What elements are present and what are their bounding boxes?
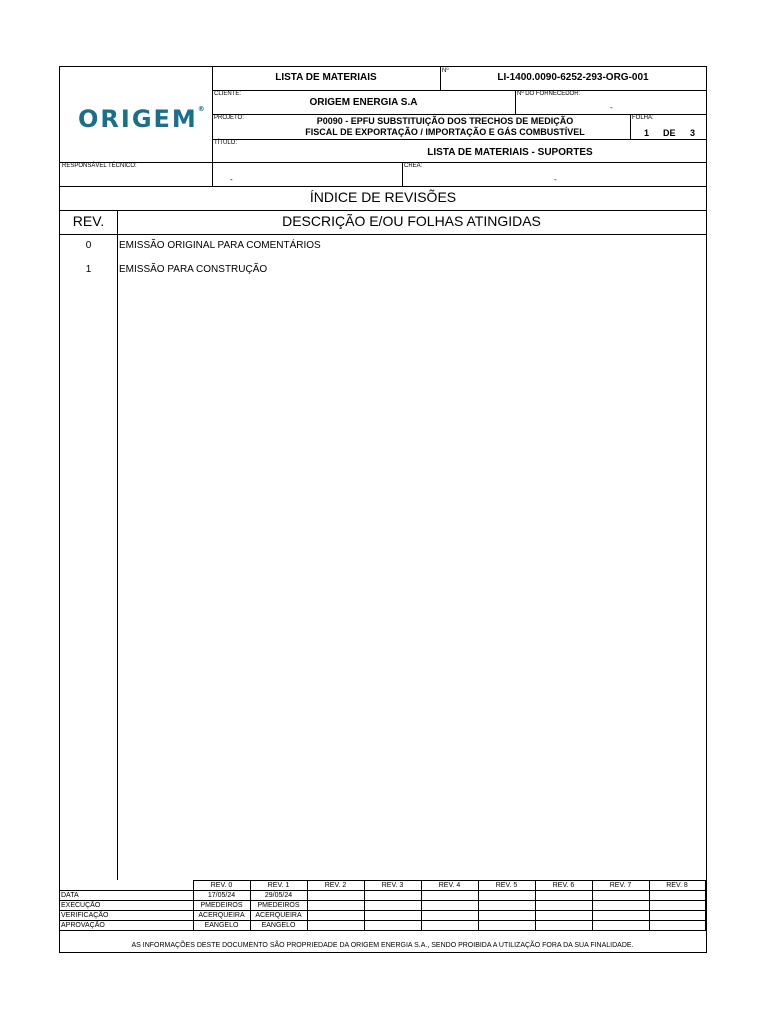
signature-cell — [649, 901, 705, 911]
signature-cell: 17/05/24 — [193, 891, 250, 901]
signature-cell — [364, 891, 421, 901]
sheet-of: DE — [663, 128, 676, 138]
document-sheet — [59, 66, 707, 953]
footer-disclaimer: AS INFORMAÇÕES DESTE DOCUMENTO SÃO PROPRIEDADE DA ORIGEM ENERGIA S.A., SENDO PROIBIDA A UTILIZAÇÃO FORA DA SUA FINALIDADE. — [131, 942, 634, 949]
rev-col-header: REV. 7 — [592, 881, 649, 891]
signature-cell — [364, 911, 421, 921]
project-value: P0090 - EPFU SUBSTITUIÇÃO DOS TRECHOS DE MEDIÇÃO FISCAL DE EXPORTAÇÃO / IMPORTAÇÃO E GÁS COMBUSTÍVEL — [305, 116, 585, 137]
crea-label: CREA: — [404, 163, 423, 169]
title-value: LISTA DE MATERIAIS - SUPORTES — [427, 147, 593, 158]
sheet-label: FOLHA: — [632, 115, 654, 121]
col-rev-header: REV. — [72, 213, 105, 229]
signature-cell — [478, 901, 535, 911]
signature-cell — [478, 921, 535, 931]
doc-type: LISTA DE MATERIAIS — [275, 72, 377, 83]
number-label: Nº — [442, 68, 449, 74]
signature-cell — [478, 891, 535, 901]
signature-cell — [307, 911, 364, 921]
signature-cell — [535, 901, 592, 911]
row-label: APROVAÇÃO — [60, 921, 193, 931]
signature-row-aprovacao — [60, 921, 705, 931]
signature-cell — [364, 921, 421, 931]
signature-cell: PMEDEIROS — [250, 901, 307, 911]
signature-cell — [592, 891, 649, 901]
signature-cell — [478, 911, 535, 921]
tech-value: - — [230, 175, 233, 184]
signature-cell — [421, 921, 478, 931]
signature-cell: EANGELO — [250, 921, 307, 931]
tech-label: RESPONSÁVEL TÉCNICO: — [62, 163, 137, 169]
signature-cell — [307, 901, 364, 911]
rev-description: EMISSÃO PARA CONSTRUÇÃO — [119, 264, 268, 275]
title-label: TÍTULO: — [214, 140, 238, 146]
signature-cell — [307, 921, 364, 931]
signature-row-verificacao — [60, 911, 705, 921]
rev-number: 1 — [85, 264, 92, 275]
origem-logo: ORIGEM® — [78, 105, 205, 133]
rev-col-header: REV. 4 — [421, 881, 478, 891]
signature-cell — [649, 891, 705, 901]
signature-cell: 29/05/24 — [250, 891, 307, 901]
rev-number: 0 — [85, 240, 92, 251]
rev-col-header: REV. 5 — [478, 881, 535, 891]
client-label: CLIENTE: — [214, 91, 242, 97]
supplier-label: Nº DO FORNECEDOR: — [517, 91, 581, 97]
rev-description: EMISSÃO ORIGINAL PARA COMENTÁRIOS — [119, 240, 321, 251]
signature-cell — [592, 901, 649, 911]
row-label: DATA — [60, 891, 193, 901]
revisions-title: ÍNDICE DE REVISÕES — [309, 189, 457, 205]
col-desc-header: DESCRIÇÃO E/OU FOLHAS ATINGIDAS — [282, 213, 541, 229]
rev-col-header: REV. 8 — [649, 881, 705, 891]
signature-row-data — [60, 891, 705, 901]
signature-table — [60, 880, 706, 931]
signature-cell — [421, 901, 478, 911]
rev-col-header: REV. 1 — [250, 881, 307, 891]
signature-cell — [592, 911, 649, 921]
rev-col-header: REV. 3 — [364, 881, 421, 891]
supplier-value: - — [610, 103, 613, 112]
signature-cell — [364, 901, 421, 911]
rev-header-row — [60, 881, 705, 891]
doc-number: LI-1400.0090-6252-293-ORG-001 — [497, 72, 649, 83]
row-label: VERIFICAÇÃO — [60, 911, 193, 921]
signature-cell: ACERQUEIRA — [193, 911, 250, 921]
signature-cell — [535, 891, 592, 901]
signature-cell — [592, 921, 649, 931]
sheet-total: 3 — [690, 128, 696, 138]
rev-col-header: REV. 6 — [535, 881, 592, 891]
signature-cell — [535, 921, 592, 931]
row-label: EXECUÇÃO — [60, 901, 193, 911]
signature-cell — [535, 911, 592, 921]
signature-cell: EANGELO — [193, 921, 250, 931]
rev-col-header: REV. 2 — [307, 881, 364, 891]
signature-cell: PMEDEIROS — [193, 901, 250, 911]
sheet-current: 1 — [644, 128, 650, 138]
crea-value: - — [554, 175, 557, 184]
signature-cell — [307, 891, 364, 901]
signature-cell — [421, 911, 478, 921]
signature-cell — [649, 911, 705, 921]
signature-cell: ACERQUEIRA — [250, 911, 307, 921]
signature-cell — [421, 891, 478, 901]
signature-cell — [649, 921, 705, 931]
signature-row-execucao — [60, 901, 705, 911]
client-value: ORIGEM ENERGIA S.A — [309, 97, 418, 108]
rev-col-header: REV. 0 — [193, 881, 250, 891]
project-label: PROJETO: — [214, 115, 244, 121]
